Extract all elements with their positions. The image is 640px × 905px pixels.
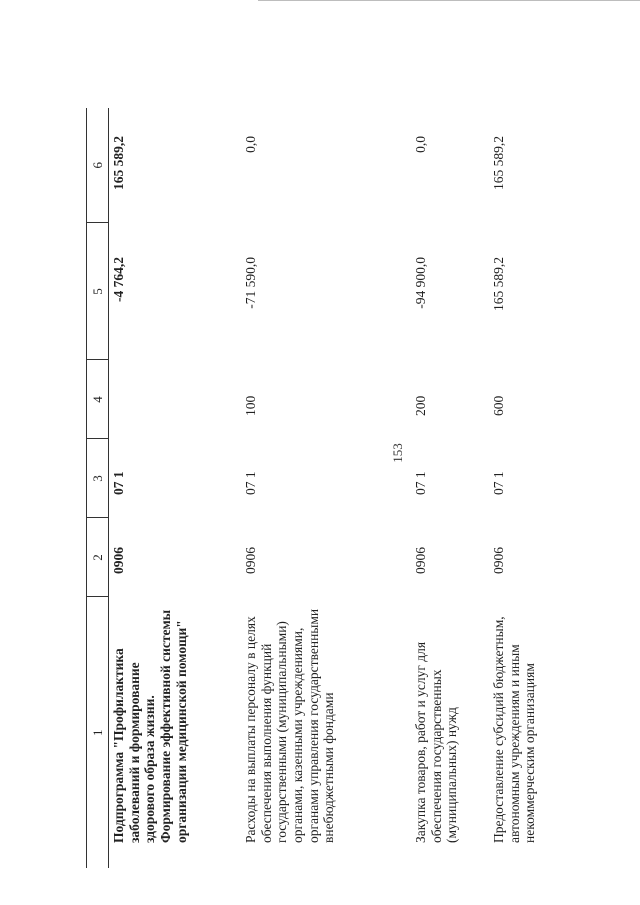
row-program-code: 07 1 [413, 471, 428, 495]
row-description: Закупка товаров, работ и услуг для обеспечения государственных (муниципальных) нужд [413, 641, 460, 843]
row-total-amount: 165 589,2 [491, 136, 506, 190]
header-cell-2: 2 [87, 518, 109, 597]
row-section-code: 0906 [111, 547, 126, 574]
table-body [109, 108, 582, 868]
row-program-code: 07 1 [243, 471, 258, 495]
row-description: Предоставление субсидий бюджетным, автономным учреждениям и иным некоммерческим организациям [491, 616, 538, 843]
row-change-amount: -71 590,0 [243, 257, 258, 309]
row-description: Подпрограмма "Профилактика заболеваний и формирование здорового образа жизни. Формирование эффективной системы организации медицинской помощи" [111, 609, 189, 843]
header-row [87, 108, 109, 868]
row-section-code: 0906 [413, 547, 428, 574]
row-expense-type: 200 [413, 395, 428, 416]
header-cell-5: 5 [87, 223, 109, 360]
row-change-amount: 165 589,2 [491, 257, 506, 311]
table-row [241, 108, 411, 868]
scan-edge-line [258, 0, 640, 1]
header-cell-3: 3 [87, 439, 109, 518]
row-change-amount: -4 764,2 [111, 257, 126, 302]
table-header [87, 108, 109, 868]
row-program-code: 07 1 [491, 471, 506, 495]
header-cell-4: 4 [87, 360, 109, 439]
row-section-code: 0906 [491, 547, 506, 574]
row-total-amount: 165 589,2 [111, 136, 126, 190]
row-total-amount: 0,0 [243, 136, 258, 153]
row-change-amount: -94 900,0 [413, 257, 428, 309]
row-expense-type: 100 [243, 395, 258, 416]
header-cell-1: 1 [87, 597, 109, 868]
row-description: Расходы на выплаты персоналу в целях обеспечения выполнения функций государственными (муниципальными) органами, казенными учреждениями, органами управления государственными внебюджетными фондами [243, 608, 337, 843]
row-expense-type: 600 [491, 395, 506, 416]
budget-table-rotated [86, 108, 574, 868]
page-number: 153 [390, 443, 405, 463]
budget-table [86, 108, 581, 868]
row-program-code: 07 1 [111, 471, 126, 495]
table-row [411, 108, 489, 868]
row-total-amount: 0,0 [413, 136, 428, 153]
header-cell-6: 6 [87, 108, 109, 223]
row-expense-type [109, 360, 242, 439]
table-row [489, 108, 581, 868]
table-row [109, 108, 242, 868]
row-section-code: 0906 [243, 547, 258, 574]
